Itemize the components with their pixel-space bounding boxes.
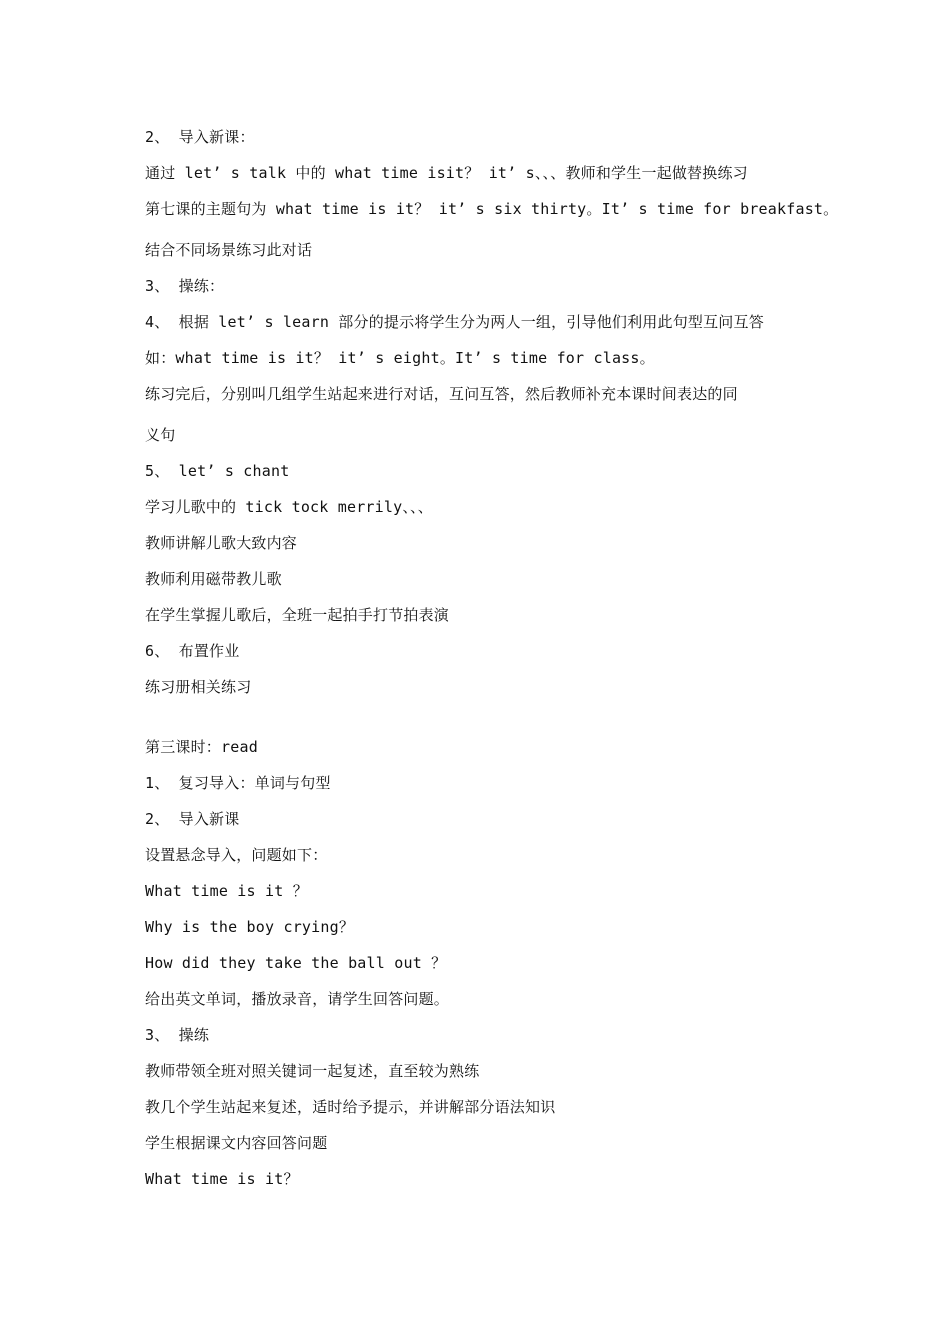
paragraph-line: 练习完后，分别叫几组学生站起来进行对话，互问互答，然后教师补充本课时间表达的同	[145, 385, 738, 403]
step-1-heading: 1、 复习导入：单词与句型	[145, 774, 331, 792]
step-5-heading: 5、 let’ s chant	[145, 462, 290, 480]
paragraph-line: 如：what time is it？ it’ s eight。It’ s time for class。	[145, 349, 655, 367]
paragraph-line: 练习册相关练习	[145, 678, 252, 696]
paragraph-line: 教师利用磁带教儿歌	[145, 570, 282, 588]
paragraph-line: 学生根据课文内容回答问题	[145, 1134, 328, 1152]
step-3-heading: 3、 操练：	[145, 277, 225, 295]
step-6-heading: 6、 布置作业	[145, 642, 240, 660]
lesson-3-heading: 第三课时：read	[145, 738, 258, 756]
question-line: What time is it ？	[145, 882, 308, 900]
question-line: What time is it？	[145, 1170, 299, 1188]
paragraph-line: 义句	[145, 426, 176, 444]
paragraph-line: 设置悬念导入，问题如下：	[145, 846, 328, 864]
paragraph-line: 第七课的主题句为 what time is it？ it’ s six thirty。It’ s time for breakfast。	[145, 200, 839, 218]
step-2-heading: 2、 导入新课：	[145, 128, 255, 146]
paragraph-line: 结合不同场景练习此对话	[145, 241, 313, 259]
step-4-heading: 4、 根据 let’ s learn 部分的提示将学生分为两人一组，引导他们利用此句型互问互答	[145, 313, 764, 331]
step-2-heading: 2、 导入新课	[145, 810, 240, 828]
paragraph-line: 给出英文单词，播放录音，请学生回答问题。	[145, 990, 450, 1008]
paragraph-line: 教师讲解儿歌大致内容	[145, 534, 298, 552]
paragraph-line: 教师带领全班对照关键词一起复述，直至较为熟练	[145, 1062, 480, 1080]
paragraph-line: 教几个学生站起来复述，适时给予提示，并讲解部分语法知识	[145, 1098, 556, 1116]
question-line: Why is the boy crying？	[145, 918, 355, 936]
paragraph-line: 学习儿歌中的 tick tock merrily、、、	[145, 498, 433, 516]
paragraph-line: 在学生掌握儿歌后，全班一起拍手打节拍表演	[145, 606, 450, 624]
step-3-heading: 3、 操练	[145, 1026, 210, 1044]
question-line: How did they take the ball out ？	[145, 954, 447, 972]
paragraph-line: 通过 let’ s talk 中的 what time isit？ it’ s、、、教师和学生一起做替换练习	[145, 164, 748, 182]
